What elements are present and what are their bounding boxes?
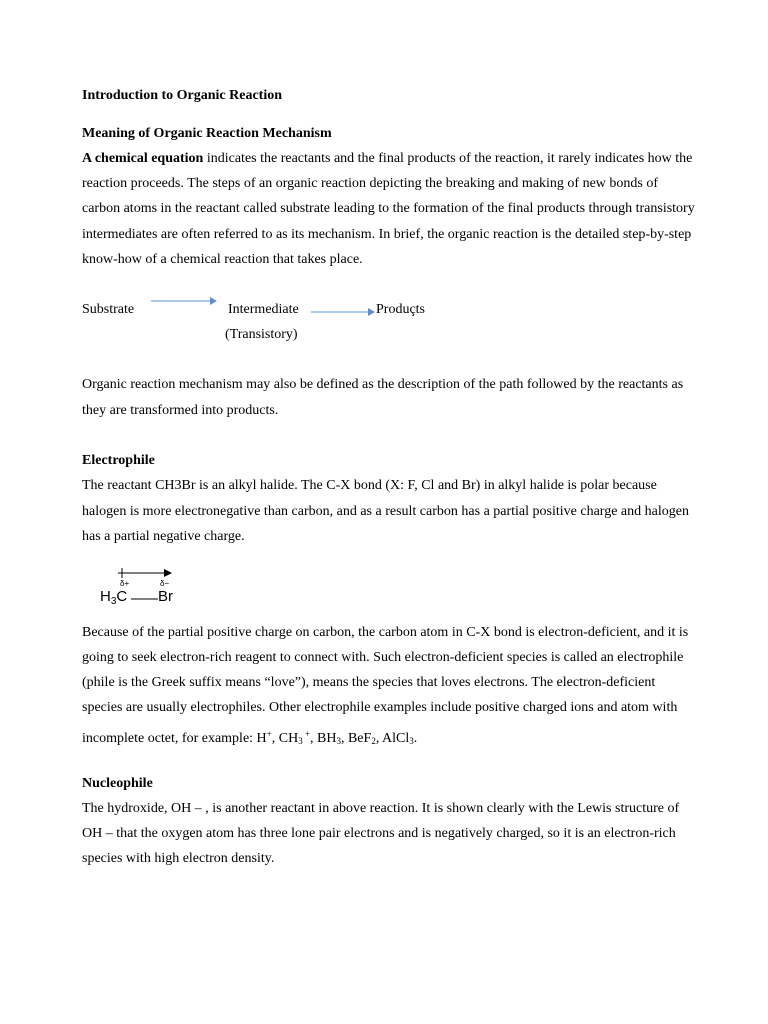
- delta-minus-label: δ−: [160, 579, 170, 588]
- paragraph-line: The reactant CH3Br is an alkyl halide. The C-X bond (X: F, Cl and Br) in alkyl halide is polar because: [82, 478, 657, 493]
- paragraph-line: The hydroxide, OH – , is another reactant in above reaction. It is shown clearly with the Lewis structure of: [82, 801, 680, 816]
- paragraph-line: Because of the partial positive charge on carbon, the carbon atom in C-X bond is electron-deficient, and it is: [82, 625, 689, 640]
- bromine-atom: Br: [158, 588, 173, 605]
- document-title: Introduction to Organic Reaction: [82, 88, 283, 103]
- paragraph-line: [82, 150, 692, 168]
- paragraph-line: they are transformed into products.: [82, 403, 279, 418]
- paragraph-line: know-how of a chemical reaction that takes place.: [82, 252, 363, 267]
- bond-dipole-figure: [98, 565, 178, 609]
- paragraph-line: Organic reaction mechanism may also be defined as the description of the path followed by the reactants as: [82, 377, 684, 392]
- scheme-substrate: Substrate: [82, 302, 135, 317]
- text-run: indicates the reactants and the final products of the reaction, it rarely indicates how the: [203, 151, 693, 166]
- paragraph-line: reaction proceeds. The steps of an organic reaction depicting the breaking and making of new bonds of: [82, 176, 659, 191]
- paragraph-line: incomplete octet, for example: H+, $CH_3$ +, $BH_3$, BeF$_2$, AlCl$_3$.: [82, 729, 418, 746]
- carbon-group: $H_3C$: [100, 588, 128, 607]
- scheme-intermediate: Intermediate: [228, 302, 299, 317]
- delta-plus-label: δ+: [120, 579, 130, 588]
- dipole-arrow-icon: [116, 567, 174, 579]
- paragraph-line: going to seek electron-rich reagent to connect with. Such electron-deficient species is called an electrophile: [82, 650, 684, 665]
- scheme-note: (Transistory): [225, 327, 298, 342]
- paragraph-line: halogen is more electronegative than carbon, and as a result carbon has a partial positive charge and halogen: [82, 504, 689, 519]
- paragraph-line: intermediates are often referred to as its mechanism. In brief, the organic reaction is the detailed step-by-step: [82, 227, 692, 242]
- paragraph-line: has a partial negative charge.: [82, 529, 245, 544]
- paragraph-line: species with high electron density.: [82, 851, 275, 866]
- arrow-right-icon: [310, 306, 378, 318]
- paragraph-line: carbon atoms in the reactant called substrate leading to the formation of the final products through transistory: [82, 201, 695, 216]
- paragraph-line: species are usually electrophiles. Other electrophile examples include positive charged ions and atom with: [82, 700, 678, 715]
- bond-line: [131, 597, 159, 601]
- paragraph-line: OH – that the oxygen atom has three lone pair electrons and is negatively charged, so it is an electron-rich: [82, 826, 676, 841]
- scheme-products: Produçts: [376, 302, 425, 317]
- section-heading-mechanism: Meaning of Organic Reaction Mechanism: [82, 126, 332, 141]
- section-heading-electrophile: Electrophile: [82, 453, 155, 468]
- bold-term: A chemical equation: [82, 151, 204, 166]
- section-heading-nucleophile: Nucleophile: [82, 776, 153, 791]
- arrow-right-icon: [150, 295, 220, 307]
- paragraph-line: (phile is the Greek suffix means “love”), means the species that loves electrons. The electron-deficient: [82, 675, 656, 690]
